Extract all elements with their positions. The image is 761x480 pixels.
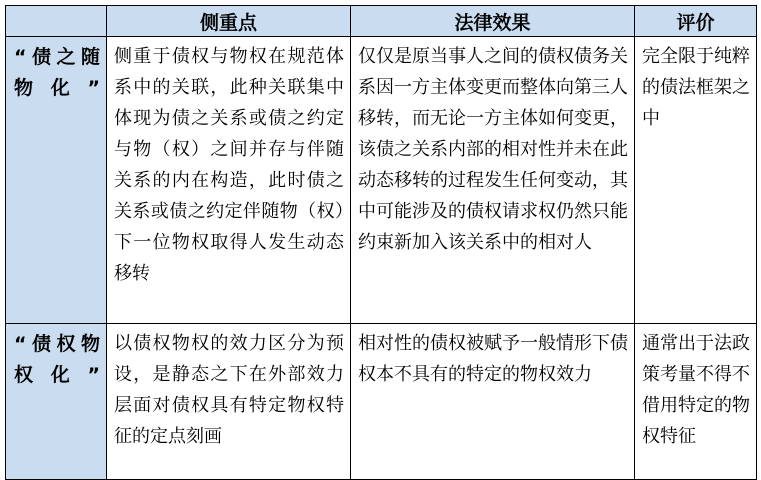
row-label-debt-follows-property: “债之随物化”: [6, 37, 107, 324]
evaluation-cell: 通常出于法政策考量不得不借用特定的物权特征: [635, 324, 757, 480]
header-evaluation: 评价: [635, 6, 757, 37]
header-corner-cell: [6, 6, 107, 37]
comparison-table: [5, 5, 757, 480]
table-row: [6, 324, 757, 480]
header-focus: 侧重点: [107, 6, 351, 37]
row-label-obligation-propertization: “债权物权化”: [6, 324, 107, 480]
focus-cell: 以债权物权的效力区分为预设，是静态之下在外部效力层面对债权具有特定物权特征的定点刻画: [107, 324, 351, 480]
table-row: [6, 37, 757, 324]
legal-effect-cell: 仅仅是原当事人之间的债权债务关系因一方主体变更而整体向第三人移转，而无论一方主体如何变更，该债之关系内部的相对性并未在此动态移转的过程发生任何变动，其中可能涉及的债权请求权仍然只能约束新加入该关系中的相对人: [351, 37, 635, 324]
header-legal-effect: 法律效果: [351, 6, 635, 37]
header-row: [6, 6, 757, 37]
focus-cell: 侧重于债权与物权在规范体系中的关联，此种关联集中体现为债之关系或债之约定与物（权）之间并存与伴随关系的内在构造，此时债之关系或债之约定伴随物（权）下一位物权取得人发生动态移转: [107, 37, 351, 324]
legal-effect-cell: 相对性的债权被赋予一般情形下债权本不具有的特定的物权效力: [351, 324, 635, 480]
evaluation-cell: 完全限于纯粹的债法框架之中: [635, 37, 757, 324]
